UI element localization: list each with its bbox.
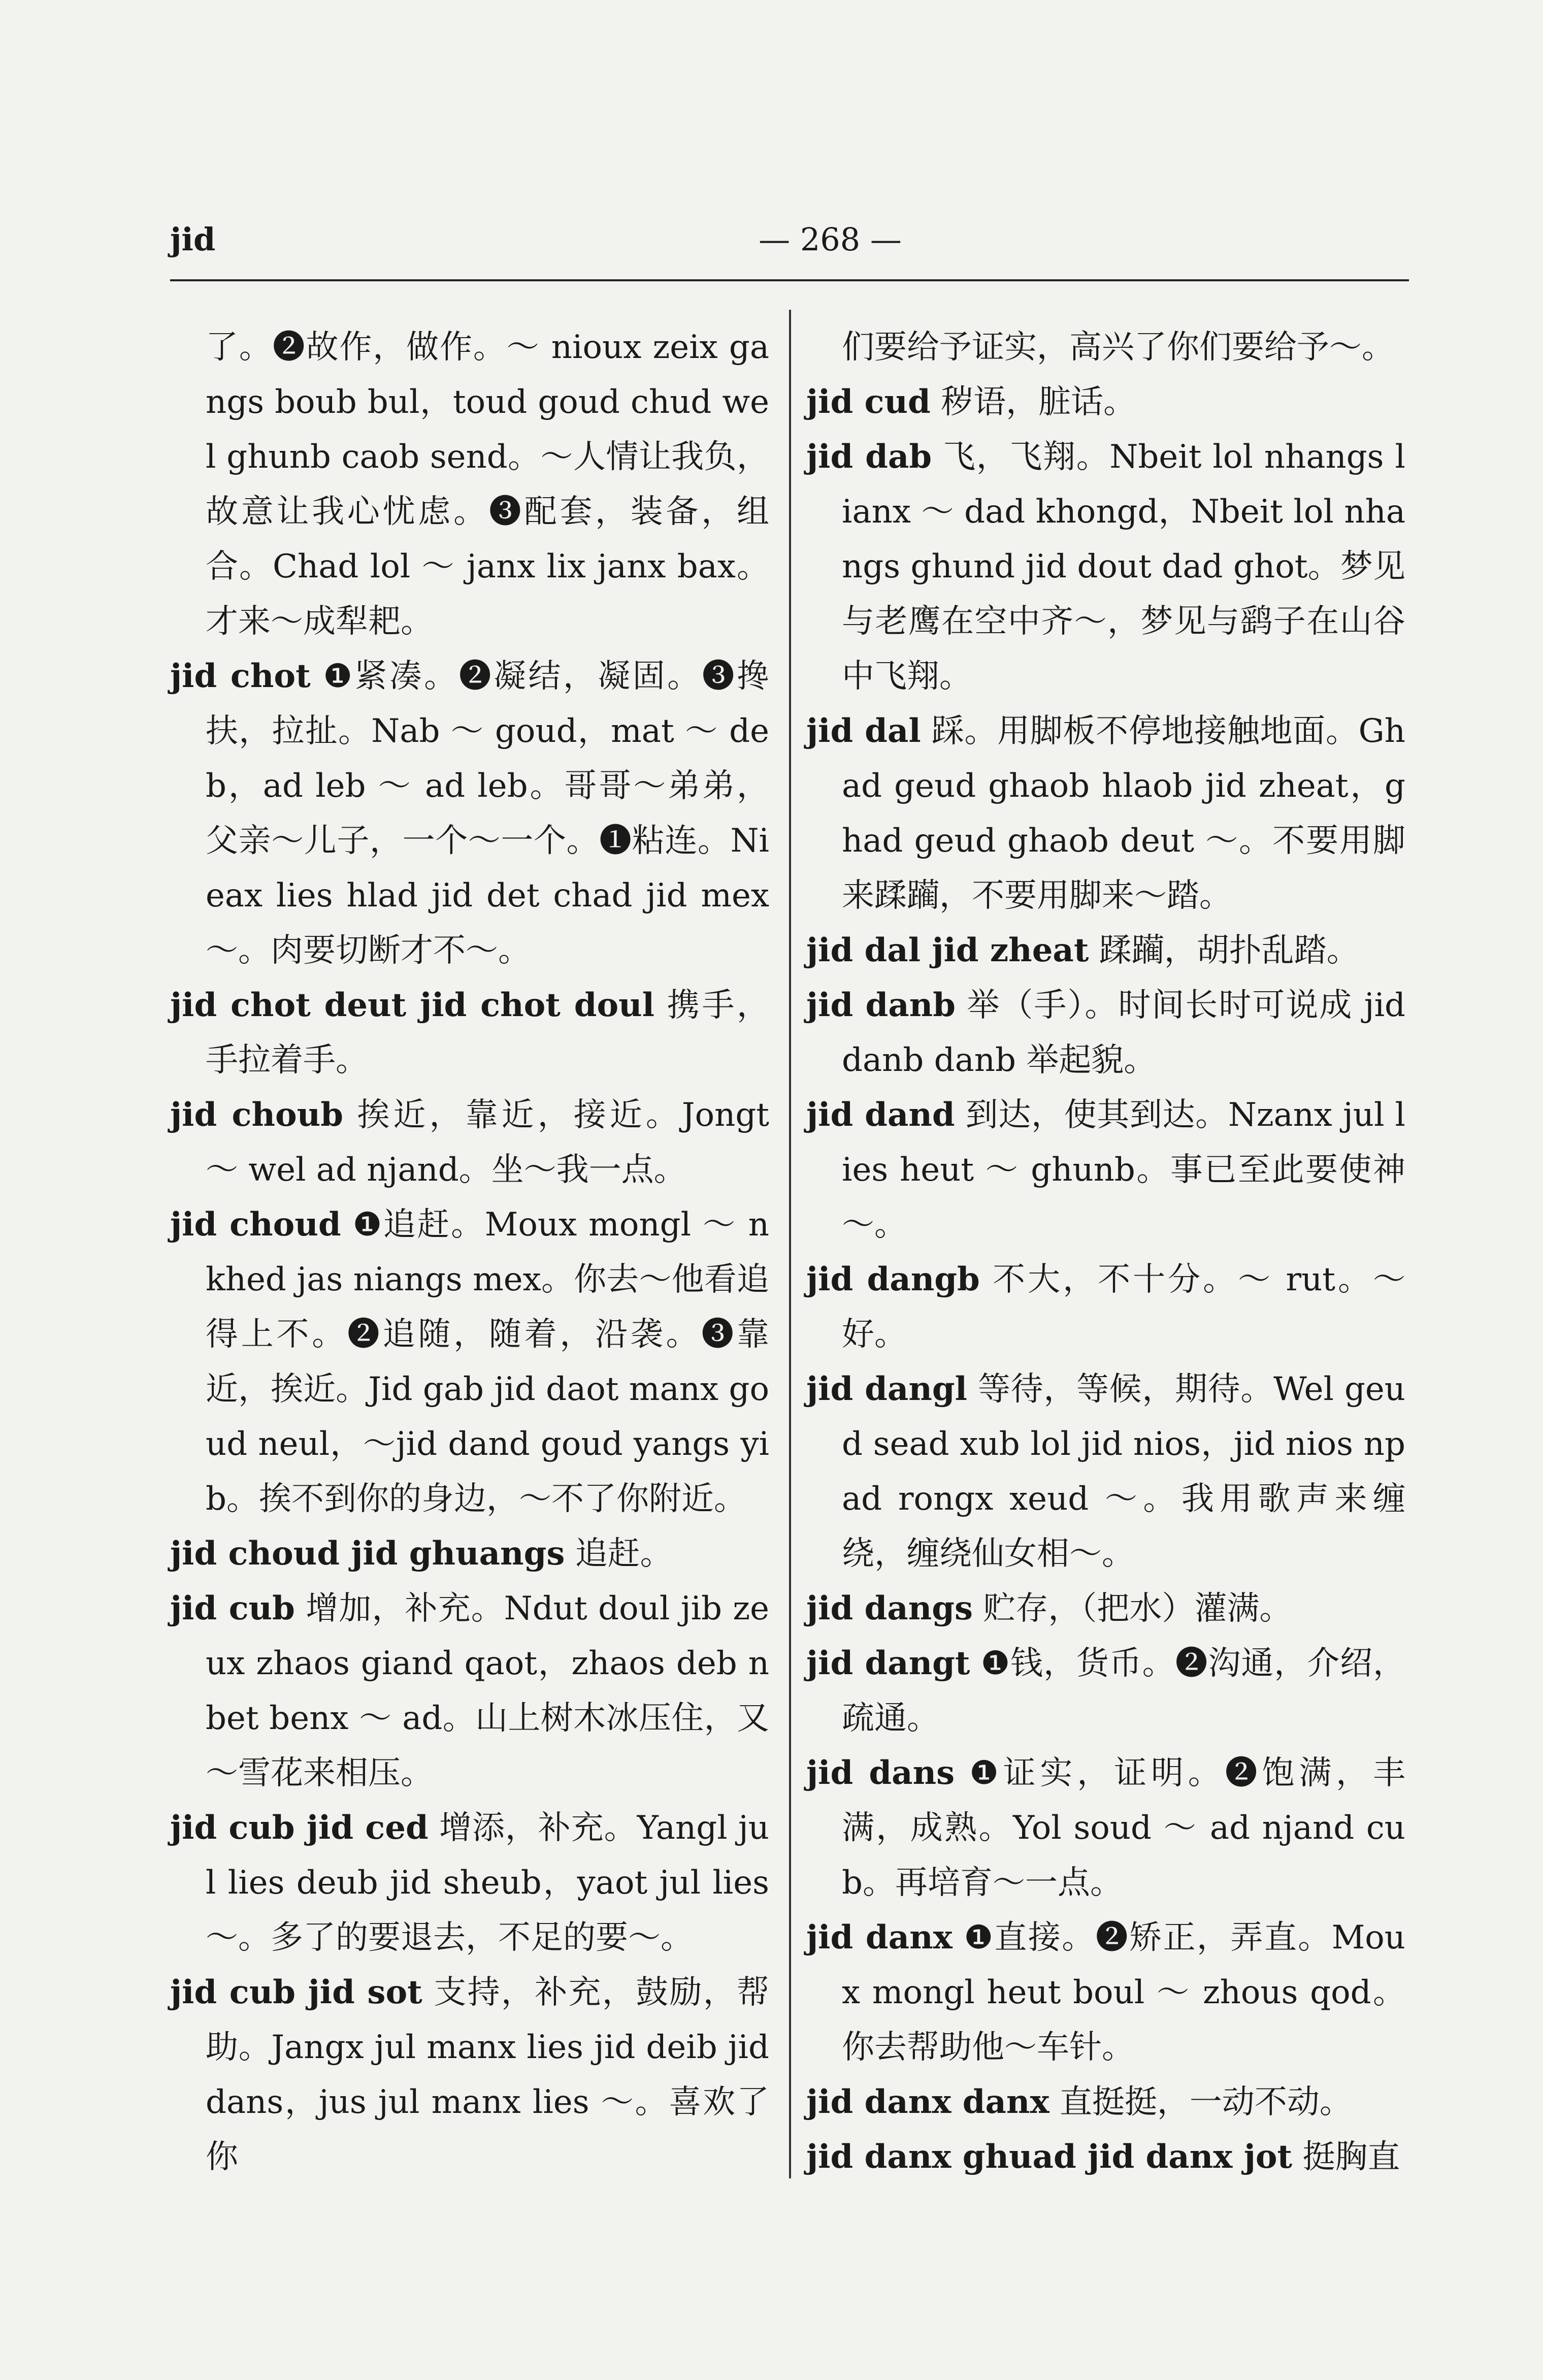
column-divider xyxy=(789,310,791,2178)
entry-definition: 支持，补充，鼓励，帮助。Jangx jul manx lies jid deib jid dans，jus jul manx lies ～。喜欢了你 xyxy=(206,1974,770,2176)
entry-headword: jid cud xyxy=(806,383,931,421)
dictionary-entry xyxy=(806,430,1405,704)
entry-definition: 到达，使其到达。Nzanx jul lies heut ～ ghunb。事已至此要使神～。 xyxy=(842,1096,1406,1244)
entry-definition: 等待，等候，期待。Wel geud sead xub lol jid nios，jid nios npad rongx xeud ～。我用歌声来缠绕，缠绕仙女相～。 xyxy=(842,1371,1406,1573)
entry-headword: jid chot deut jid chot doul xyxy=(170,986,654,1024)
dictionary-entry xyxy=(806,704,1405,923)
entry-headword: jid dab xyxy=(806,438,932,476)
entry-continuation: 了。❷故作，做作。～ nioux zeix gangs boub bul，toud goud chud wel ghunb caob send。～人情让我负，故意让我心忧虑。❸配套，装备，组合。Chad lol ～ janx lix janx bax。才来～成犁耙。 xyxy=(206,329,769,640)
right-column xyxy=(806,320,1405,2185)
entry-headword: jid choud xyxy=(170,1205,341,1244)
dictionary-entry xyxy=(806,1636,1405,1746)
header-rule xyxy=(170,279,1409,281)
entry-definition: ❶直接。❷矫正，弄直。Moux mongl heut boul ～ zhous qod。你去帮助他～车针。 xyxy=(842,1919,1406,2066)
entry-continuation: 们要给予证实，高兴了你们要给予～。 xyxy=(842,329,1394,366)
entry-headword: jid dangb xyxy=(806,1260,980,1298)
dictionary-entry xyxy=(170,978,769,1088)
entry-definition: 增加，补充。Ndut doul jib zeux zhaos giand qaot，zhaos deb nbet benx ～ ad。山上树木冰压住，又～雪花来相压。 xyxy=(206,1590,770,1792)
entry-headword: jid dans xyxy=(806,1754,955,1792)
entry-headword: jid danx xyxy=(806,1918,953,1957)
entry-headword: jid dangl xyxy=(806,1370,967,1408)
entry-headword: jid choud jid ghuangs xyxy=(170,1535,565,1573)
entry-headword: jid cub jid ced xyxy=(170,1809,429,1847)
dictionary-entry xyxy=(170,1088,769,1197)
entry-headword: jid dangs xyxy=(806,1589,973,1627)
dictionary-entry xyxy=(806,1362,1405,1581)
dictionary-entry xyxy=(806,1581,1405,1636)
dictionary-entry xyxy=(170,1965,769,2185)
entry-headword: jid danx danx xyxy=(806,2083,1049,2121)
dictionary-entry xyxy=(806,923,1405,978)
dictionary-entry xyxy=(806,978,1405,1088)
entry-headword: jid cub xyxy=(170,1589,295,1627)
entry-definition: 蹂躏，胡扑乱踏。 xyxy=(1099,932,1359,969)
entry-definition: 携手，手拉着手。 xyxy=(206,987,770,1079)
guide-word: jid xyxy=(170,221,216,258)
dictionary-entry xyxy=(806,1088,1405,1252)
dictionary-entry xyxy=(806,375,1405,430)
dictionary-entry xyxy=(806,2130,1405,2185)
entry-headword: jid chot xyxy=(170,657,311,695)
entry-headword: jid dal jid zheat xyxy=(806,931,1089,969)
dictionary-entry xyxy=(170,1197,769,1526)
entry-definition: 增添，补充。Yangl jul lies deub jid sheub，yaot jul lies ～。多了的要退去，不足的要～。 xyxy=(206,1809,770,1957)
entry-headword: jid choub xyxy=(170,1096,344,1134)
entry-definition: 不大，不十分。～ rut。～好。 xyxy=(842,1261,1406,1353)
dictionary-entry xyxy=(170,1801,769,1965)
entry-headword: jid dal xyxy=(806,712,921,750)
entry-headword: jid dand xyxy=(806,1096,955,1134)
page-number: — 268 — xyxy=(759,221,902,258)
entry-definition: ❶追赶。Moux mongl ～ nkhed jas niangs mex。你去～他看追得上不。❷追随，随着，沿袭。❸靠近，挨近。Jid gab jid daot manx goud neul，～jid dand goud yangs yib。挨不到你的身边，～不了你附近。 xyxy=(206,1206,770,1518)
entry-definition: 秽语，脏话。 xyxy=(941,383,1136,421)
entry-definition: 挺胸直 xyxy=(1302,2138,1400,2176)
dictionary-entry xyxy=(806,1910,1405,2075)
entry-definition: 挨近，靠近，接近。Jongt ～ wel ad njand。坐～我一点。 xyxy=(206,1096,770,1189)
left-column xyxy=(170,320,769,2185)
entry-definition: 直挺挺，一动不动。 xyxy=(1059,2083,1352,2121)
entry-headword: jid danb xyxy=(806,986,956,1024)
dictionary-entry xyxy=(170,1581,769,1801)
dictionary-entry xyxy=(806,1746,1405,1910)
entry-headword: jid dangt xyxy=(806,1644,970,1682)
entry-definition: 踩。用脚板不停地接触地面。Ghad geud ghaob hlaob jid zheat，ghad geud ghaob deut ～。不要用脚来蹂躏，不要用脚来～踏。 xyxy=(842,712,1406,915)
entry-definition: ❶紧凑。❷凝结，凝固。❸搀扶，拉扯。Nab ～ goud，mat ～ deb，ad leb ～ ad leb。哥哥～弟弟，父亲～儿子，一个～一个。❶粘连。Nieax lies hlad jid det chad jid mex ～。肉要切断才不～。 xyxy=(206,658,770,969)
entry-headword: jid danx ghuad jid danx jot xyxy=(806,2138,1293,2176)
dictionary-entry xyxy=(170,1526,769,1581)
dictionary-entry xyxy=(170,649,769,978)
dictionary-entry xyxy=(806,2075,1405,2130)
dictionary-entry xyxy=(806,1252,1405,1362)
entry-definition: 追赶。 xyxy=(575,1535,673,1573)
page-header xyxy=(170,213,1409,284)
entry-definition: 贮存，（把水）灌满。 xyxy=(983,1590,1292,1627)
entry-definition: ❶证实，证明。❷饱满，丰满，成熟。Yol soud ～ ad njand cub。再培育～一点。 xyxy=(842,1754,1406,1902)
entry-definition: 举（手）。时间长时可说成 jid danb danb 举起貌。 xyxy=(842,987,1406,1079)
entry-headword: jid cub jid sot xyxy=(170,1973,422,2011)
entry-definition: ❶钱，货币。❷沟通，介绍，疏通。 xyxy=(842,1645,1406,1737)
entry-definition: 飞，飞翔。Nbeit lol nhangs lianx ～ dad khongd，Nbeit lol nhangs ghund jid dout dad ghot。梦见与老鹰在空中齐～，梦见与鹞子在山谷中飞翔。 xyxy=(842,438,1405,695)
